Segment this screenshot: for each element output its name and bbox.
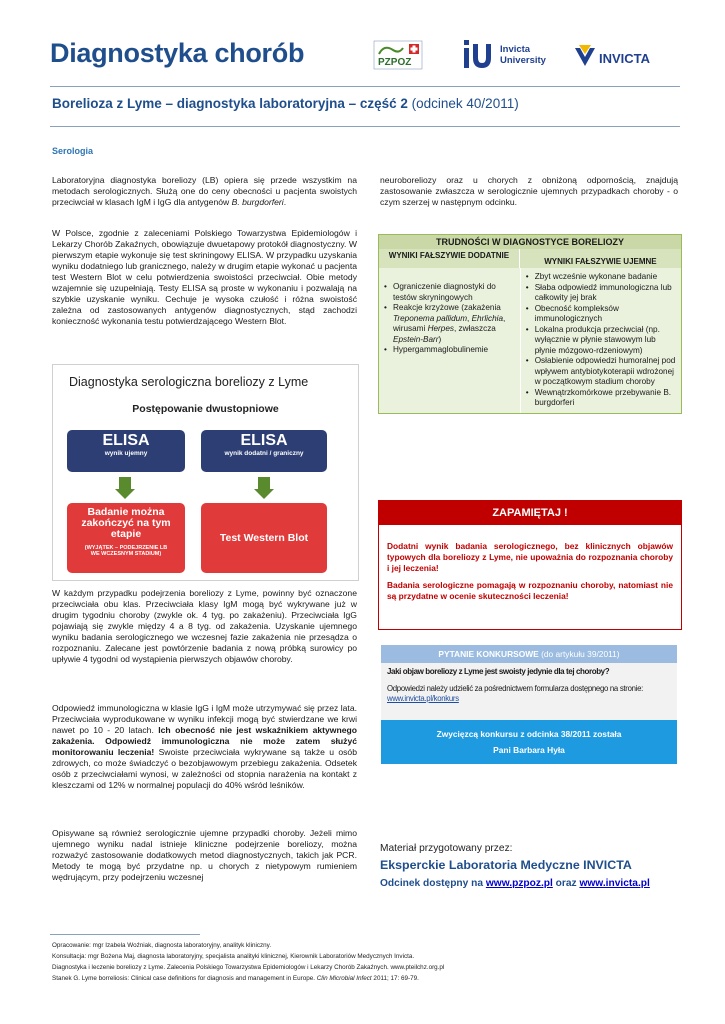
false-positive-list	[379, 268, 521, 413]
paragraph-3: W każdym przypadku podejrzenia boreliozy z Lyme, powinny być oznaczone przeciwciała obu klas. Przeciwciała klasy IgM mogą być wykrywane już w drugim tygodniu choroby (zwykle ok. 4 tyg. po zakażeniu). Przeciwciała IgG pojawiają się zwykle między 4 a 8 tyg. od zakażenia. Uzyskanie ujemnego wyniku badania serologicznego we wczesnej fazie zakażenia nie przesądza o rozpoznaniu. Zalecane jest powtórzenie badania z nową próbką surowicy po upływie 4 tygodni od wystąpienia pierwszych objawów choroby.	[52, 588, 357, 664]
remember-text-1: Dodatni wynik badania serologicznego, bez klinicznych objawów typowych dla boreliozy z Lyme, nie upoważnia do rozpoznania choroby i jej leczenia!	[387, 541, 673, 573]
remember-box	[378, 500, 682, 630]
arrow-head-icon	[115, 489, 135, 499]
footer-divider	[50, 934, 200, 935]
arrow-head-icon	[254, 489, 274, 499]
western-blot-box: Test Western Blot	[201, 503, 327, 573]
contest-box	[381, 645, 677, 720]
paragraph-2: W Polsce, zgodnie z zaleceniami Polskiego Towarzystwa Epidemiologów i Lekarzy Chorób Zakaźnych, obowiązuje dwuetapowy protokół diagnostyczny. W pierwszym etapie wykonuje się test skriningowy ELISA. W przypadku uzyskania wyniku dodatniego lub granicznego, należy w drugim etapie wykonać u pacjenta test Western Blot w celu potwierdzenia swoistości przeciwciał. Obie metody wzajemnie się uzupełniają. Testy ELISA są proste w wykonaniu i pozwalają na szybkie uzyskanie wyniku. Cechuje je wysoka czułość i różna swoistość zależna od zastosowanych antygenów diagnostycznych, stąd zachodzi konieczność wykonania testu potwierdzającego Western Blot.	[52, 228, 357, 326]
list-item: • Ograniczenie diagnostyki do testów skryningowych	[393, 282, 516, 303]
stop-testing-box: Badanie można zakończyć na tym etapie (WYJĄTEK – PODEJRZENIE LB WE WCZESNYM STADIUM)	[67, 503, 185, 573]
table-title: TRUDNOŚCI W DIAGNOSTYCE BORELIOZY	[379, 235, 681, 249]
paragraph-4: Odpowiedź immunologiczna w klasie IgG i IgM może utrzymywać się przez lata. Przeciwciała wyprodukowane w wyniku infekcji mogą być stwierdzane we krwi nawet po 10 - 20 latach. Ich obecność nie jest wskaźnikiem aktywnego zakażenia. Odpowiedź immunologiczna nie może zatem służyć monitorowaniu leczenia! Swoiste przeciwciała wykrywane są także u osób zdrowych, co może świadczyć o bezobjawowym przebiegu zakażenia. Odsetek osób z przeciwciałami wynosi, w zależności od stopnia narażenia na kontakt z kleszczami od 12% w normalnej populacji do 40% wśród leśników.	[52, 703, 358, 790]
list-item: • Lokalna produkcja przeciwciał (np. wyłącznie w płynie stawowym lub płynie mózgowo-rdzeniowym)	[535, 325, 677, 357]
arrow-down-icon	[258, 477, 270, 489]
remember-text-2: Badania serologiczne pomagają w rozpoznaniu choroby, natomiast nie są przydatne w ocenie skuteczności leczenia!	[387, 580, 673, 601]
arrow-down-icon	[119, 477, 131, 489]
elisa-positive-box: ELISA wynik dodatni / graniczny	[201, 430, 327, 472]
table-col-false-negative: WYNIKI FAŁSZYWIE UJEMNE	[544, 257, 657, 266]
subtitle-episode: (odcinek 40/2011)	[407, 96, 519, 111]
paragraph-5: Opisywane są również serologicznie ujemne przypadki choroby. Jeżeli mimo ujemnego wyniku nadal istnieje kliniczne podejrzenie boreliozy, można rozważyć zastosowanie dodatkowych metod diagnostycznych, takich jak PCR. Metody te mogą być przydatne np. u chorych z nietypowym rumieniem wędrującym, przy podejrzeniu wczesnej	[52, 828, 357, 882]
list-item: • Reakcje krzyżowe (zakażenia Treponema pallidum, Ehrlichia, wirusami Herpes, zwłaszcza Epstein-Barr)	[393, 303, 516, 345]
footer-reference-1: Diagnostyka i leczenie boreliozy z Lyme. Zalecenia Polskiego Towarzystwa Epidemiologów i Lekarzy Chorób Zakaźnych. www.pteilchz.org.pl	[52, 964, 445, 971]
contest-heading: PYTANIE KONKURSOWE (do artykułu 39/2011)	[381, 645, 677, 663]
list-item: • Wewnątrzkomórkowe przebywanie B. burgdorferi	[535, 388, 677, 409]
invicta-university-text-1: Invicta	[500, 44, 531, 55]
pzpoz-logo	[373, 40, 423, 70]
remember-heading: ZAPAMIĘTAJ !	[379, 501, 681, 525]
footer-author: Opracowanie: mgr Izabela Woźniak, diagnosta laboratoryjny, analityk kliniczny.	[52, 942, 272, 949]
list-item: • Hypergammaglobulinemie	[393, 345, 516, 356]
diagnostic-flow-diagram	[52, 364, 359, 581]
invicta-link[interactable]: www.invicta.pl	[579, 878, 650, 889]
table-body	[379, 268, 681, 413]
paragraph-right-1: neuroboreliozy oraz u chorych z obniżoną odpornością, znajdują zastosowanie zwłaszcza w serologicznie ujemnych przypadkach choroby - o czym szerzej w następnym odcinku.	[380, 175, 678, 207]
lab-name: Eksperckie Laboratoria Medyczne INVICTA	[380, 858, 632, 872]
availability-line: Odcinek dostępny na www.pzpoz.pl oraz www.invicta.pl	[380, 878, 650, 889]
diagram-title: Diagnostyka serologiczna boreliozy z Lyme	[69, 375, 309, 389]
table-col-false-positive: WYNIKI FAŁSZYWIE DODATNIE	[379, 249, 520, 268]
contest-question: Jaki objaw boreliozy z Lyme jest swoisty jedynie dla tej choroby?	[387, 667, 610, 676]
diagnostic-difficulties-table	[378, 234, 682, 414]
page-title: Diagnostyka chorób	[50, 38, 305, 68]
list-item: • Obecność kompleksów immunologicznych	[535, 304, 677, 325]
invicta-logo	[573, 44, 663, 70]
prepared-by-label: Materiał przygotowany przez:	[380, 843, 513, 854]
footer-reference-2: Stanek G. Lyme borreliosis: Clinical case definitions for diagnosis and management in Europe. Clin Microbial Infect 2011; 17: 69-79.	[52, 975, 419, 982]
list-item: • Słaba odpowiedź immunologiczna lub całkowity jej brak	[535, 283, 677, 304]
invicta-university-text-2: University	[500, 55, 546, 66]
footer-consultation: Konsultacja: mgr Bożena Maj, diagnosta laboratoryjny, specjalista analityki klinicznej, Kierownik Laboratoriów Medycznych Invicta.	[52, 953, 415, 960]
false-negative-list	[521, 268, 681, 413]
pzpoz-logo-text: PZPOZ	[378, 57, 412, 68]
list-item: • Zbyt wcześnie wykonane badanie	[535, 272, 677, 283]
table-header-row	[379, 249, 681, 268]
contest-answer: Odpowiedzi należy udzielić za pośrednictwem formularza dostępnego na stronie: www.invicta.pl/konkurs	[387, 684, 644, 703]
invicta-logo-text: INVICTA	[599, 51, 651, 66]
section-heading: Serologia	[52, 146, 94, 156]
invicta-university-logo	[462, 38, 557, 72]
contest-link[interactable]: www.invicta.pl/konkurs	[387, 694, 459, 703]
elisa-negative-box: ELISA wynik ujemny	[67, 430, 185, 472]
paragraph-1: Laboratoryjna diagnostyka boreliozy (LB) opiera się przede wszystkim na metodach serologicznych. Służą one do ceny obecności u pacjenta swoistych przeciwciał w klasach IgM i IgG dla antygenów B. burgdorferi.	[52, 175, 357, 207]
diagram-subtitle: Postępowanie dwustopniowe	[132, 403, 279, 415]
pzpoz-link[interactable]: www.pzpoz.pl	[485, 878, 553, 889]
contest-winner: Zwycięzcą konkursu z odcinka 38/2011 została Pani Barbara Hyła	[381, 720, 677, 764]
list-item: • Osłabienie odpowiedzi humoralnej pod wpływem antybiotykoterapii wdrożonej w początkowym stadium choroby	[535, 356, 677, 388]
article-subtitle	[52, 96, 519, 111]
header-divider	[50, 86, 680, 87]
subtitle-divider	[50, 126, 680, 127]
subtitle-main: Borelioza z Lyme – diagnostyka laboratoryjna – część 2	[52, 96, 408, 111]
